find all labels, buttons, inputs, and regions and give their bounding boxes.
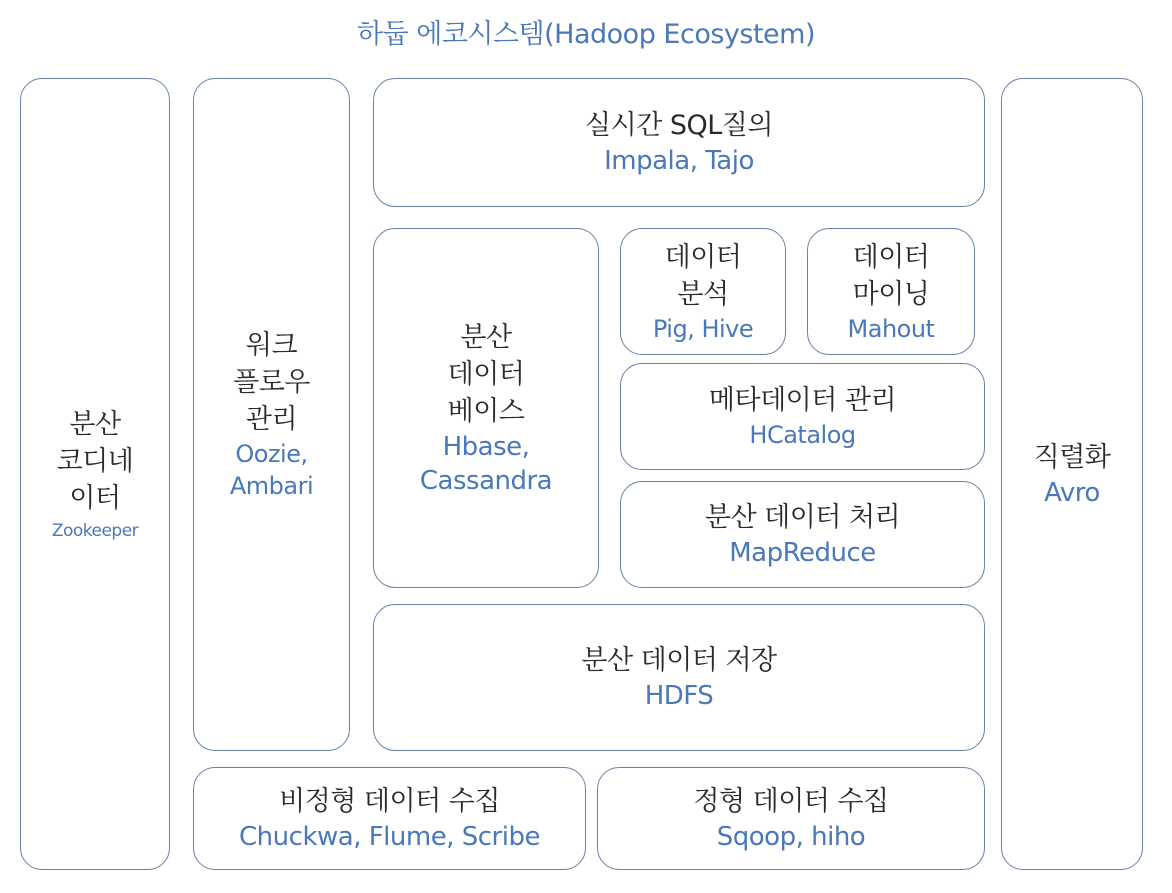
processing-label: 분산 데이터 처리 xyxy=(704,502,901,533)
distributed-db-tools: Hbase, Cassandra xyxy=(419,431,553,496)
unstructured-ingest-label: 비정형 데이터 수집 xyxy=(279,786,500,817)
workflow-label: 워크 플로우 관리 xyxy=(233,330,310,435)
unstructured-ingest-box xyxy=(193,767,586,870)
structured-ingest-label: 정형 데이터 수집 xyxy=(693,786,889,817)
data-mining-label: 데이터 마이닝 xyxy=(852,241,930,310)
workflow-tools: Oozie, Ambari xyxy=(229,440,314,500)
serialization-box xyxy=(1001,78,1143,870)
realtime-sql-tools: Impala, Tajo xyxy=(604,146,754,176)
processing-box xyxy=(620,481,985,588)
structured-ingest-tools: Sqoop, hiho xyxy=(716,822,866,852)
serialization-tools: Avro xyxy=(1044,477,1100,508)
structured-ingest-box xyxy=(597,767,985,870)
metadata-label: 메타데이터 관리 xyxy=(708,385,897,416)
diagram-title: 하둡 에코시스템(Hadoop Ecosystem) xyxy=(356,19,815,50)
serialization-label: 직렬화 xyxy=(1033,441,1111,473)
storage-box xyxy=(373,604,985,751)
data-analysis-label: 데이터 분석 xyxy=(664,241,742,310)
coordinator-box xyxy=(20,78,170,870)
distributed-db-box xyxy=(373,228,599,588)
unstructured-ingest-tools: Chuckwa, Flume, Scribe xyxy=(239,822,540,852)
coordinator-label: 분산 코디네 이터 xyxy=(56,408,134,514)
storage-tools: HDFS xyxy=(644,681,714,711)
metadata-tools: HCatalog xyxy=(749,421,856,449)
data-analysis-tools: Pig, Hive xyxy=(652,314,754,343)
data-mining-tools: Mahout xyxy=(847,314,935,343)
coordinator-tools: Zookeeper xyxy=(51,520,139,541)
data-analysis-box xyxy=(620,228,786,355)
workflow-box xyxy=(193,78,350,751)
distributed-db-label: 분산 데이터 베이스 xyxy=(447,321,525,427)
data-mining-box xyxy=(807,228,975,355)
metadata-box xyxy=(620,363,985,470)
processing-tools: MapReduce xyxy=(729,538,876,568)
realtime-sql-box xyxy=(373,78,985,207)
storage-label: 분산 데이터 저장 xyxy=(581,645,777,676)
realtime-sql-label: 실시간 SQL질의 xyxy=(585,110,773,141)
